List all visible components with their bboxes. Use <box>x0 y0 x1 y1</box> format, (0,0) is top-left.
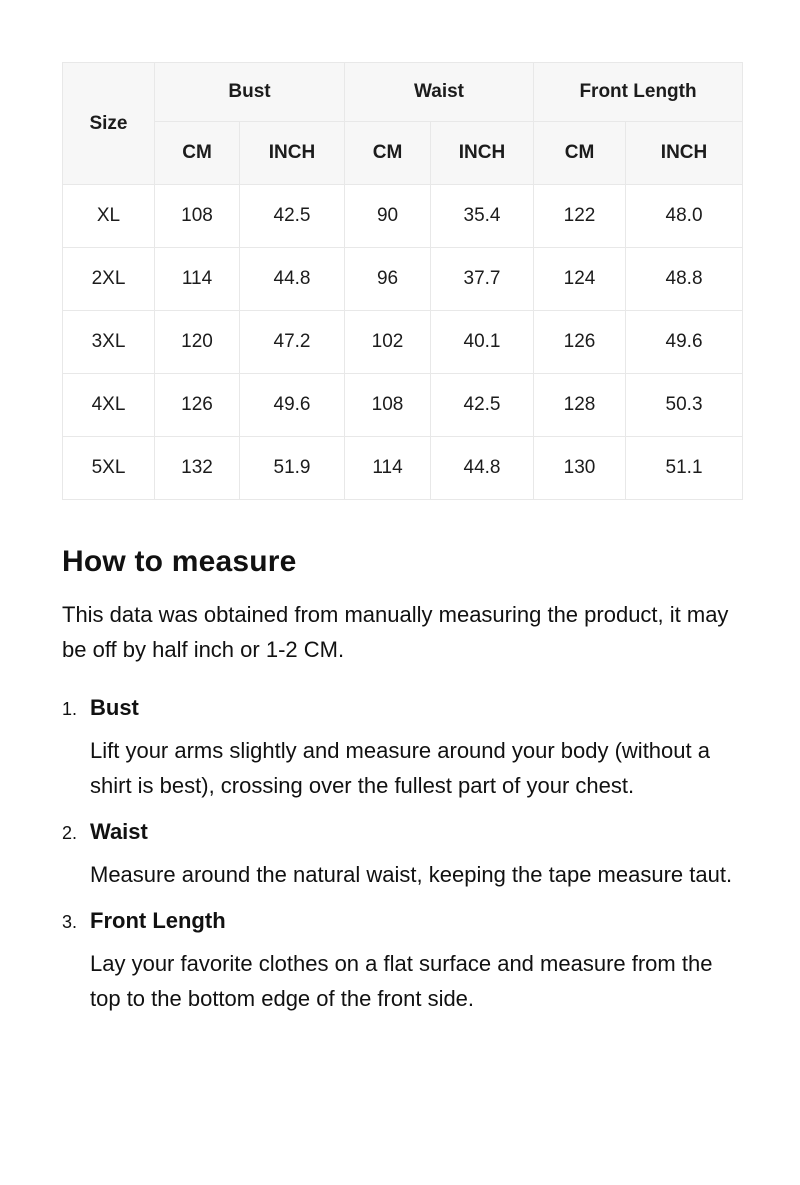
how-to-measure-intro: This data was obtained from manually measuring the product, it may be off by half inch or 1-2 CM. <box>62 602 729 662</box>
cell-waist-cm: 114 <box>345 437 431 500</box>
step-title: Waist <box>90 819 148 844</box>
cell-bust-inch: 51.9 <box>240 437 345 500</box>
cell-front-inch: 51.1 <box>626 437 743 500</box>
cell-bust-inch: 49.6 <box>240 374 345 437</box>
how-to-measure-heading: How to measure <box>62 545 297 578</box>
cell-bust-inch: 47.2 <box>240 311 345 374</box>
list-item <box>62 908 740 1016</box>
cell-waist-cm: 90 <box>345 185 431 248</box>
measure-steps-list <box>62 695 740 1016</box>
table-row <box>63 311 743 374</box>
table-row <box>63 374 743 437</box>
table-row <box>63 437 743 500</box>
cell-waist-inch: 40.1 <box>431 311 534 374</box>
cell-bust-cm: 120 <box>155 311 240 374</box>
step-number: 2. <box>62 823 78 843</box>
cell-bust-cm: 108 <box>155 185 240 248</box>
cell-size: 3XL <box>63 311 155 374</box>
step-description: Lay your favorite clothes on a flat surface and measure from the top to the bottom edge of the front side. <box>90 951 713 1011</box>
cell-waist-cm: 96 <box>345 248 431 311</box>
subheader-front-inch: INCH <box>626 122 743 185</box>
cell-bust-cm: 132 <box>155 437 240 500</box>
list-item <box>62 819 740 892</box>
col-header-waist: Waist <box>345 63 534 122</box>
subheader-bust-inch: INCH <box>240 122 345 185</box>
cell-size: XL <box>63 185 155 248</box>
step-title: Bust <box>90 695 139 720</box>
subheader-bust-cm: CM <box>155 122 240 185</box>
cell-front-inch: 50.3 <box>626 374 743 437</box>
step-description: Measure around the natural waist, keeping the tape measure taut. <box>90 862 733 887</box>
step-number: 3. <box>62 912 78 932</box>
col-header-bust: Bust <box>155 63 345 122</box>
cell-front-inch: 48.8 <box>626 248 743 311</box>
size-chart-table <box>62 62 743 500</box>
cell-front-cm: 124 <box>534 248 626 311</box>
cell-bust-inch: 42.5 <box>240 185 345 248</box>
list-item <box>62 695 740 803</box>
step-title: Front Length <box>90 908 226 933</box>
cell-waist-cm: 102 <box>345 311 431 374</box>
cell-front-cm: 130 <box>534 437 626 500</box>
cell-size: 4XL <box>63 374 155 437</box>
cell-size: 2XL <box>63 248 155 311</box>
cell-waist-inch: 42.5 <box>431 374 534 437</box>
col-header-front-length: Front Length <box>534 63 743 122</box>
cell-front-inch: 49.6 <box>626 311 743 374</box>
subheader-waist-cm: CM <box>345 122 431 185</box>
table-row <box>63 248 743 311</box>
cell-waist-cm: 108 <box>345 374 431 437</box>
cell-waist-inch: 35.4 <box>431 185 534 248</box>
step-description: Lift your arms slightly and measure around your body (without a shirt is best), crossing over the fullest part of your chest. <box>90 738 710 798</box>
cell-bust-cm: 126 <box>155 374 240 437</box>
cell-size: 5XL <box>63 437 155 500</box>
cell-front-cm: 128 <box>534 374 626 437</box>
cell-waist-inch: 37.7 <box>431 248 534 311</box>
cell-front-cm: 122 <box>534 185 626 248</box>
cell-front-inch: 48.0 <box>626 185 743 248</box>
cell-waist-inch: 44.8 <box>431 437 534 500</box>
table-row <box>63 185 743 248</box>
step-number: 1. <box>62 699 78 719</box>
subheader-waist-inch: INCH <box>431 122 534 185</box>
cell-front-cm: 126 <box>534 311 626 374</box>
cell-bust-cm: 114 <box>155 248 240 311</box>
col-header-size: Size <box>63 63 155 185</box>
subheader-front-cm: CM <box>534 122 626 185</box>
cell-bust-inch: 44.8 <box>240 248 345 311</box>
